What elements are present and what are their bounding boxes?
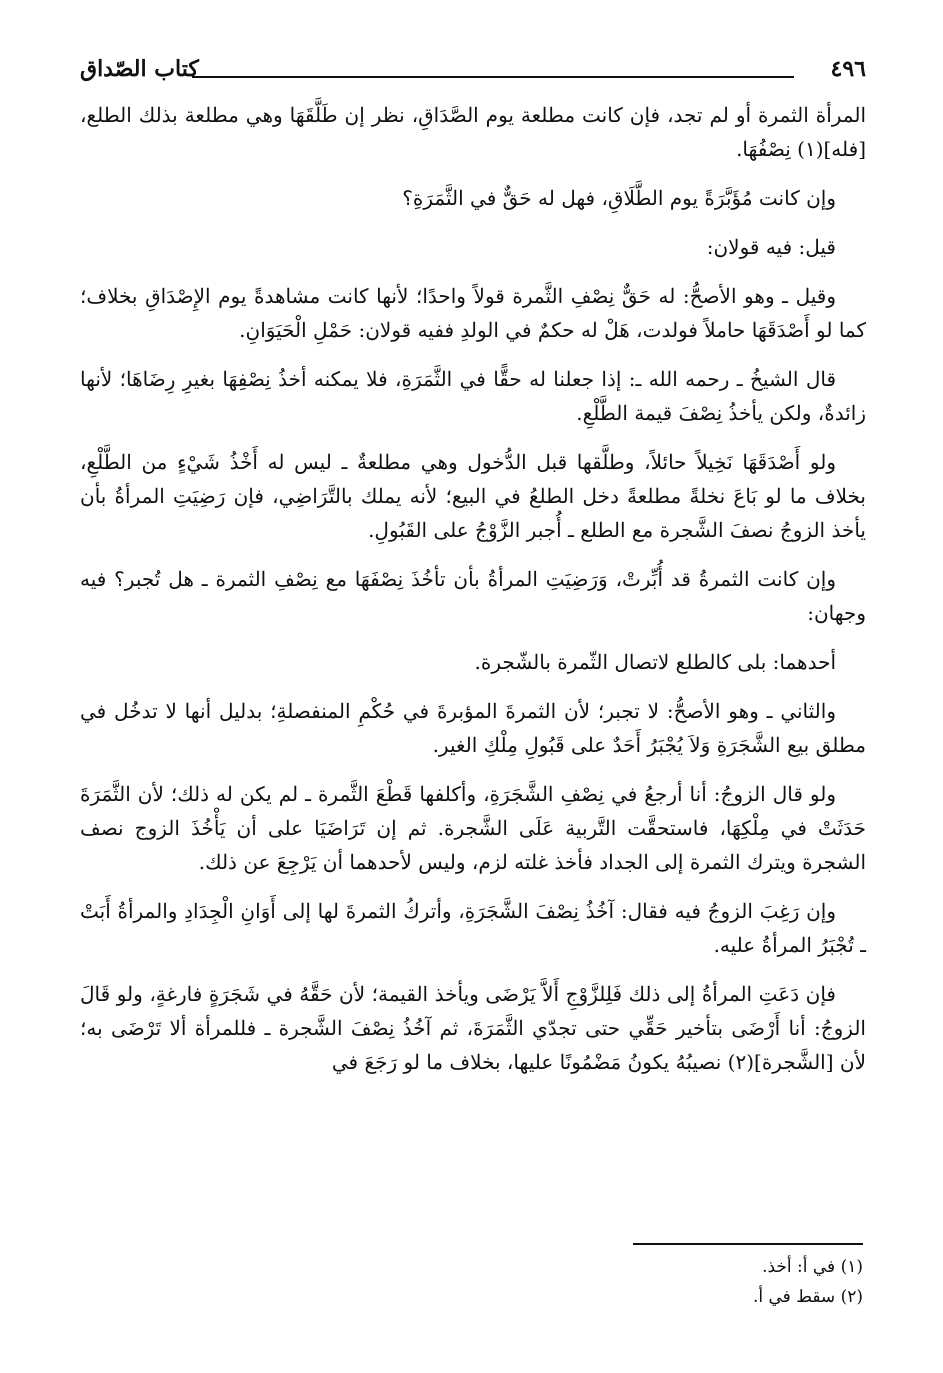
paragraph: أحدهما: بلى كالطلع لاتصال الثّمرة بالشّجرة. bbox=[474, 650, 836, 674]
footnote-separator bbox=[633, 1243, 863, 1245]
header-rule bbox=[192, 76, 794, 78]
paragraph: وقيل ـ وهو الأصحُّ: له حَقٌّ نِصْفِ الثَّمرة قولاً واحدًا؛ لأنها كانت مشاهدةً يوم الإِصْدَاقِ بخلاف؛ كما لو أَصْدَقَهَا حاملاً فولدت، هَلْ له حكمٌ في الولدِ ففيه قولان: حَمْلِ الْحَيَوَانِ. bbox=[80, 284, 866, 342]
running-title: كتاب الصّداق bbox=[80, 56, 199, 82]
paragraph: وإن رَغِبَ الزوجُ فيه فقال: آخُذُ نِصْفَ الشَّجَرَةِ، وأتركُ الثمرةَ لها إلى أَوَانِ الْجِدَادِ والمرأةُ أَبَتْ ـ تُجْبَرُ المرأةُ عليه. bbox=[80, 899, 866, 957]
paragraph: قال الشيخُ ـ رحمه الله ـ: إذا جعلنا له حقًّا في الثَّمَرَةِ، فلا يمكنه أخذُ نِصْفِهَا بغيرِ رِضَاهَا؛ لأنها زائدةٌ، ولكن يأخذُ نِصْفَ قيمة الطَّلْعِ. bbox=[80, 367, 866, 425]
page-number: ٤٩٦ bbox=[830, 56, 866, 82]
footnote: (٢) سقط في أ. bbox=[752, 1287, 863, 1307]
paragraph: ولو قال الزوجُ: أنا أرجعُ في نِصْفِ الشَّجَرَةِ، وأكلفها قَطْعَ الثَّمرة ـ لم يكن له ذلك؛ لأن الثَّمَرَةَ حَدَثَتْ في مِلْكِهَا، فاستحقَّت التَّربية عَلَى الشَّجرة. ثم إن تَرَاضَيَا على أن يَأْخُذَ الزوج نصف الشجرة ويترك الثمرة إلى الجداد فأخذ غلته لزم، وليس لأحدهما أن يَرْجِعَ عن ذلك. bbox=[80, 782, 866, 874]
paragraph: وإن كانت الثمرةُ قد أُبِّرتْ، وَرَضِيَتِ المرأةُ بأن تأخُذَ نِصْفَهَا مع نِصْفِ الثمرة ـ هل تُجبر؟ فيه وجهان: bbox=[80, 567, 866, 625]
paragraph: وإن كانت مُؤَبَّرَةً يوم الطَّلَاقِ، فهل له حَقٌّ في الثَّمَرَةِ؟ bbox=[402, 186, 836, 210]
paragraph: ولو أَصْدَقَهَا نَخِيلاً حائلاً، وطلَّقها قبل الدُّخول وهي مطلعةٌ ـ ليس له أَخْذُ شَيْءٍ من الطَّلْعِ، بخلاف ما لو بَاعَ نخلةً مطلعةً دخل الطلعُ في البيع؛ لأنه يملك بالتَّرَاضِي، فإن رَضِيَتِ المرأةُ بأن يأخذ الزوجُ نصفَ الشَّجرة مع الطلع ـ أُجبر الزَّوْجُ على القَبُولِ. bbox=[80, 450, 866, 542]
paragraph: قيل: فيه قولان: bbox=[706, 235, 836, 259]
footnote: (١) في أ: أخذ. bbox=[762, 1257, 863, 1277]
body-text bbox=[80, 98, 866, 1094]
paragraph: المرأة الثمرة أو لم تجد، فإن كانت مطلعة يوم الصَّدَاقِ، نظر إن طَلَّقَهَا وهي مطلعة بذلك الطلع، [فله](١) نِصْفُهَا. bbox=[80, 103, 866, 161]
footnotes bbox=[77, 1252, 863, 1312]
paragraph: والثاني ـ وهو الأصحُّ: لا تجبر؛ لأن الثمرةَ المؤبرةَ في حُكْمِ المنفصلةِ؛ بدليل أنها لا تدخُل في مطلق بيع الشَّجَرَةِ وَلاَ يُجْبَرُ أَحَدٌ على قَبُولِ مِلْكِ الغير. bbox=[80, 699, 866, 757]
page-header bbox=[80, 52, 866, 92]
paragraph: فإن دَعَتِ المرأةُ إلى ذلك فَلِلزَّوْجِ أَلاَّ يَرْضَى ويأخذ القيمة؛ لأن حَقَّهُ في شَجَرَةٍ فارغةٍ، ولو قَالَ الزوجُ: أنا أَرْضَى بتأخير حَقِّي حتى تجدّي الثَّمَرَةَ، ثم آخُذُ نِصْفَ الشَّجرة ـ فللمرأة ألا تَرْضَى به؛ لأن [الشَّجرة](٢) نصيبُهُ يكونُ مَضْمُونًا عليها، بخلاف ما لو رَجَعَ في bbox=[80, 982, 866, 1074]
